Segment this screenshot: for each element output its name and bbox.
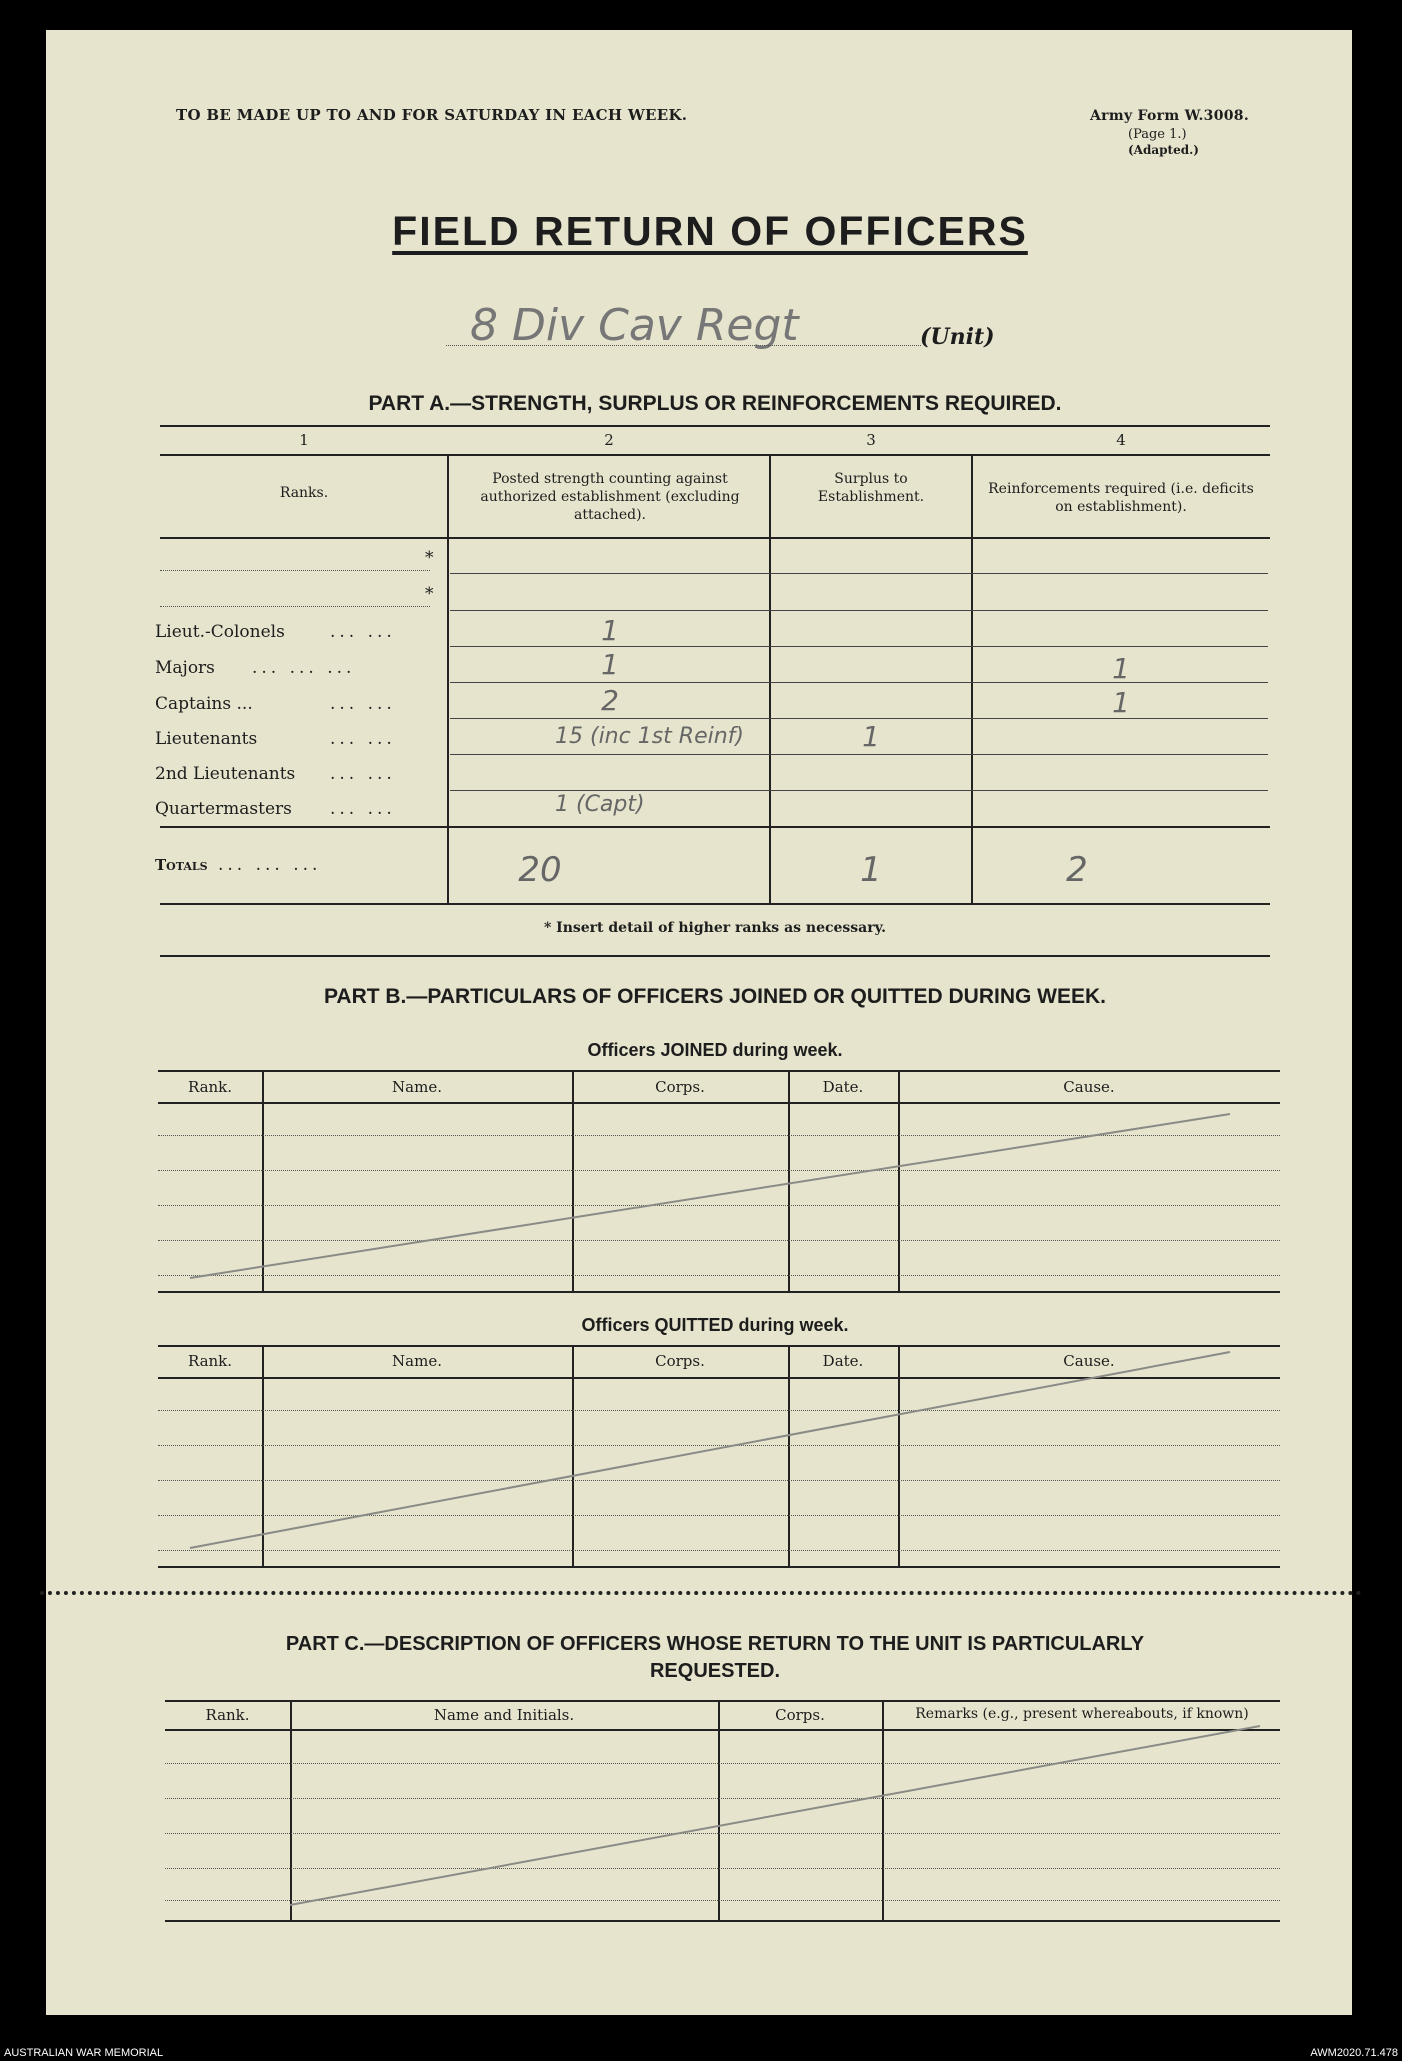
rank-quartermasters: Quartermasters [155,799,292,819]
total-surplus: 1 [860,850,882,890]
footer-credit: AUSTRALIAN WAR MEMORIAL [4,2047,164,2059]
adapted-note: (Adapted.) [1128,143,1199,157]
quitted-strike-line [190,1352,1230,1548]
col-header-surplus: Surplus to Establishment. [817,471,925,505]
footnote: * Insert detail of higher ranks as necessary. [543,920,887,936]
surplus-lieutenants: 1 [862,720,880,753]
unit-handwritten: 8 Div Cav Regt [470,300,799,351]
part-c-heading-line1: PART C.—DESCRIPTION OF OFFICERS WHOSE RETURN TO THE UNIT IS PARTICULARLY [285,1633,1145,1655]
rank-dots: ... ... [330,729,396,749]
part-c-col-rank: Rank. [205,1706,250,1724]
total-reinforcements: 2 [1066,850,1088,890]
col-number-3: 3 [866,431,876,449]
instruction-text: TO BE MADE UP TO AND FOR SATURDAY IN EACH WEEK. [176,106,688,124]
page-number: (Page 1.) [1128,127,1187,142]
part-a-heading: PART A.—STRENGTH, SURPLUS OR REINFORCEMENTS REQUIRED. [368,392,1062,415]
reinf-majors: 1 [1112,652,1130,685]
col-number-1: 1 [299,431,309,449]
joined-col-date: Date. [822,1078,864,1096]
totals-label: Totals [155,856,208,874]
star-mark-1: * [425,548,434,568]
joined-col-corps: Corps. [655,1078,705,1096]
unit-label: (Unit) [920,324,995,350]
posted-quartermasters: 1 (Capt) [555,792,645,817]
posted-lieut-colonels: 1 [601,614,619,647]
col-number-4: 4 [1116,431,1126,449]
col-header-ranks: Ranks. [279,485,329,501]
reinf-captains: 1 [1112,686,1130,719]
quitted-col-rank: Rank. [187,1352,233,1370]
part-c-col-remarks: Remarks (e.g., present whereabouts, if known) [915,1706,1249,1722]
joined-col-name: Name. [392,1078,442,1096]
posted-captains: 2 [601,684,619,717]
joined-col-rank: Rank. [187,1078,233,1096]
rank-captains: Captains ... [155,694,253,714]
col-header-reinforcements: Reinforcements required (i.e. deficits on establishment). [988,481,1254,515]
total-posted: 20 [518,850,562,890]
rank-dots: ... ... [330,694,396,714]
rank-dots: ... ... [330,622,396,642]
rank-2nd-lieutenants: 2nd Lieutenants [155,764,296,784]
quitted-col-date: Date. [822,1352,864,1370]
quitted-col-corps: Corps. [655,1352,705,1370]
form-number: Army Form W.3008. [1090,108,1249,124]
rank-dots: ... ... ... [252,658,356,678]
page-title: FIELD RETURN OF OFFICERS [392,208,1028,254]
posted-majors: 1 [601,648,619,681]
col-header-posted: Posted strength counting against authorized establishment (excluding attached). [480,471,740,523]
totals-dots: ... ... ... [218,855,322,875]
rank-dots: ... ... [330,799,396,819]
quitted-col-name: Name. [392,1352,442,1370]
part-c-strike-line [290,1726,1260,1905]
footer-reference: AWM2020.71.478 [1310,2047,1398,2059]
rank-lieutenants: Lieutenants [155,729,258,749]
rank-majors: Majors [155,658,215,678]
col-number-2: 2 [604,431,614,449]
posted-lieutenants: 15 (inc 1st Reinf) [555,724,744,749]
joined-col-cause: Cause. [1063,1078,1115,1096]
part-c-col-name: Name and Initials. [433,1706,575,1724]
quitted-col-cause: Cause. [1063,1352,1115,1370]
part-c-heading-line2: REQUESTED. [649,1660,781,1682]
rank-dots: ... ... [330,764,396,784]
rank-lieut-colonels: Lieut.-Colonels [155,622,285,642]
joined-strike-line [190,1114,1230,1278]
quitted-title: Officers QUITTED during week. [581,1315,849,1335]
part-b-heading: PART B.—PARTICULARS OF OFFICERS JOINED OR QUITTED DURING WEEK. [323,985,1107,1008]
joined-title: Officers JOINED during week. [587,1040,843,1060]
star-mark-2: * [425,584,434,604]
part-c-col-corps: Corps. [775,1706,825,1724]
